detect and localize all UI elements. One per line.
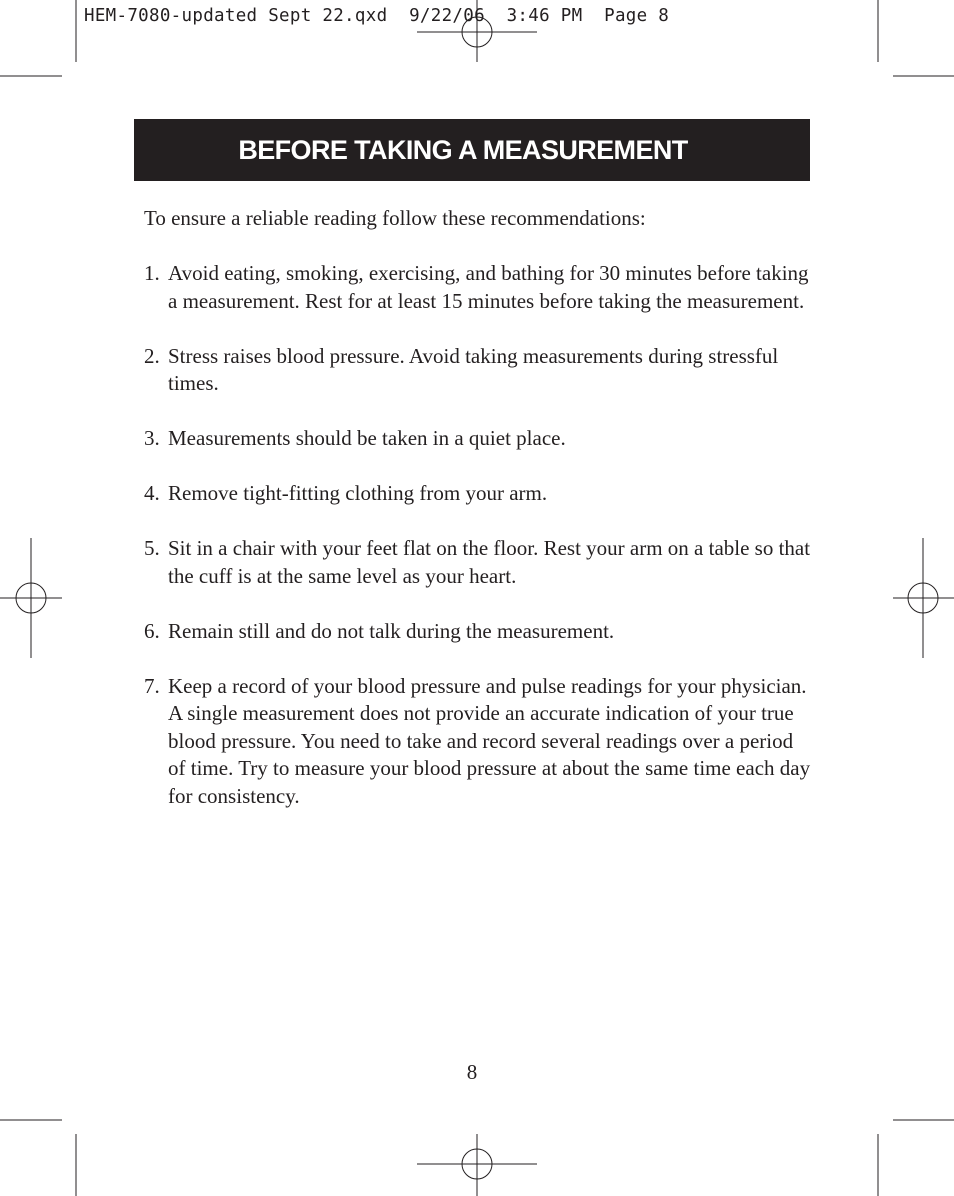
- registration-mark-top: [417, 0, 537, 62]
- item-text: Sit in a chair with your feet flat on the floor. Rest your arm on a table so that the cuff is at the same level as your heart.: [168, 536, 811, 588]
- item-text: Avoid eating, smoking, exercising, and bathing for 30 minutes before taking a measurement. Rest for at least 15 minutes before taking the measurement.: [168, 261, 809, 313]
- item-text: Remain still and do not talk during the measurement.: [168, 618, 615, 643]
- registration-mark-bottom: [417, 1134, 537, 1196]
- item-number: 6.: [144, 618, 160, 643]
- section-title-bar: [134, 119, 810, 181]
- list-item: [144, 260, 814, 315]
- section-title: BEFORE TAKING A MEASUREMENT: [238, 134, 688, 165]
- item-text: Keep a record of your blood pressure and pulse readings for your physician. A single measurement does not provide an accurate indication of your true blood pressure. You need to take and record several readings over a period of time. Try to measure your blood pressure at about the same time each day for consistency.: [168, 673, 811, 808]
- intro-text: To ensure a reliable reading follow these recommendations:: [144, 206, 646, 230]
- list-item: [144, 535, 814, 590]
- item-number: 7.: [144, 673, 160, 698]
- recommendations-list: [144, 260, 814, 810]
- item-number: 5.: [144, 536, 160, 560]
- print-slug-line: HEM-7080-updated Sept 22.qxd 9/22/06 3:46 PM Page 8: [84, 6, 670, 26]
- page-number: 8: [466, 1060, 478, 1084]
- registration-mark-left: [0, 538, 62, 658]
- item-number: 3.: [144, 426, 160, 450]
- body-content: [144, 205, 814, 838]
- list-item: [144, 618, 814, 646]
- list-item: [144, 480, 814, 508]
- item-text: Remove tight-fitting clothing from your arm.: [168, 481, 548, 505]
- item-number: 1.: [144, 261, 160, 285]
- item-number: 2.: [144, 343, 160, 368]
- list-item: [144, 673, 814, 811]
- item-text: Measurements should be taken in a quiet place.: [168, 426, 566, 450]
- list-item: [144, 343, 814, 398]
- item-number: 4.: [144, 481, 160, 505]
- list-item: [144, 425, 814, 453]
- item-text: Stress raises blood pressure. Avoid taking measurements during stressful times.: [168, 343, 779, 395]
- registration-mark-right: [893, 538, 954, 658]
